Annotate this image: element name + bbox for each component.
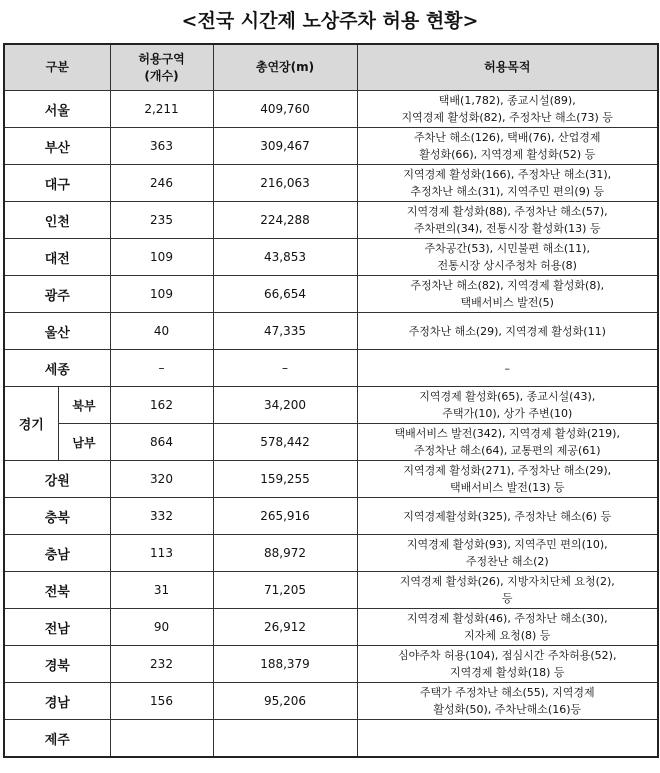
purpose-line: 지역경제 활성화(93), 지역주민 편의(10), xyxy=(406,538,608,551)
purpose-cell xyxy=(357,572,658,609)
table-row xyxy=(4,276,658,313)
zones-cell: 864 xyxy=(110,424,213,461)
header-purpose: 허용목적 xyxy=(357,44,658,91)
table-row xyxy=(4,313,658,350)
region-cell: 충북 xyxy=(4,498,110,535)
zones-cell: 109 xyxy=(110,276,213,313)
zones-cell xyxy=(110,720,213,758)
length-cell: – xyxy=(213,350,357,387)
parking-table xyxy=(3,43,659,758)
purpose-line: 지역경제 활성화(46), 주정차난 해소(30), xyxy=(406,612,608,625)
header-length: 총연장(m) xyxy=(213,44,357,91)
zones-cell: 235 xyxy=(110,202,213,239)
purpose-line: 지역경제 활성화(26), 지방자치단체 요청(2), xyxy=(399,575,615,588)
region-cell: 제주 xyxy=(4,720,110,758)
purpose-cell xyxy=(357,720,658,758)
purpose-line: 지자체 요청(8) 등 xyxy=(464,629,551,642)
length-cell: 66,654 xyxy=(213,276,357,313)
purpose-cell xyxy=(357,239,658,276)
region-cell: 세종 xyxy=(4,350,110,387)
zones-cell: 90 xyxy=(110,609,213,646)
table-row xyxy=(4,387,658,424)
purpose-line: 주택가(10), 상가 주변(10) xyxy=(442,407,573,420)
zones-cell: 109 xyxy=(110,239,213,276)
zones-cell: 2,211 xyxy=(110,91,213,128)
purpose-line: 지역경제활성화(325), 주정차난 해소(6) 등 xyxy=(403,509,612,523)
purpose-cell xyxy=(357,498,658,535)
purpose-line: 주정차난 해소(29), 지역경제 활성화(11) xyxy=(408,324,606,338)
length-cell: 43,853 xyxy=(213,239,357,276)
table-row xyxy=(4,461,658,498)
purpose-line: 주정차난 해소(82), 지역경제 활성화(8), xyxy=(410,279,605,292)
region-cell: 충남 xyxy=(4,535,110,572)
zones-cell: 113 xyxy=(110,535,213,572)
zones-cell: – xyxy=(110,350,213,387)
length-cell: 95,206 xyxy=(213,683,357,720)
length-cell: 26,912 xyxy=(213,609,357,646)
length-cell: 88,972 xyxy=(213,535,357,572)
region-cell: 대전 xyxy=(4,239,110,276)
purpose-line: 지역경제 활성화(82), 주정차난 해소(73) 등 xyxy=(401,111,613,124)
table-row xyxy=(4,424,658,461)
region-cell: 경북 xyxy=(4,646,110,683)
region-cell: 울산 xyxy=(4,313,110,350)
region-cell: 경기 xyxy=(4,387,58,461)
region-cell: 서울 xyxy=(4,91,110,128)
purpose-cell xyxy=(357,609,658,646)
length-cell: 216,063 xyxy=(213,165,357,202)
region-cell: 인천 xyxy=(4,202,110,239)
header-row xyxy=(4,44,658,91)
header-zones-line1: 허용구역 xyxy=(138,51,185,66)
purpose-line: 주차공간(53), 시민불편 해소(11), xyxy=(424,242,590,255)
purpose-cell xyxy=(357,387,658,424)
table-row xyxy=(4,683,658,720)
purpose-line: 전통시장 상시주청차 허용(8) xyxy=(437,259,577,272)
length-cell xyxy=(213,720,357,758)
subregion-cell: 남부 xyxy=(58,424,110,461)
table-row xyxy=(4,609,658,646)
table-row xyxy=(4,128,658,165)
purpose-cell xyxy=(357,165,658,202)
table-row xyxy=(4,498,658,535)
region-cell: 전북 xyxy=(4,572,110,609)
header-zones-line2: (개수) xyxy=(144,68,179,83)
purpose-line: 주정차난 해소(64), 교통편의 제공(61) xyxy=(413,444,601,457)
length-cell: 47,335 xyxy=(213,313,357,350)
purpose-cell xyxy=(357,276,658,313)
purpose-cell xyxy=(357,646,658,683)
purpose-line: 지역경제 활성화(65), 종교시설(43), xyxy=(419,390,596,403)
zones-cell: 232 xyxy=(110,646,213,683)
length-cell: 71,205 xyxy=(213,572,357,609)
purpose-line: 심야주차 허용(104), 점심시간 주차허용(52), xyxy=(398,649,617,662)
table-row xyxy=(4,350,658,387)
purpose-cell xyxy=(357,683,658,720)
table-row xyxy=(4,572,658,609)
purpose-cell xyxy=(357,535,658,572)
purpose-line: 주택가 주정차난 해소(55), 지역경제 xyxy=(419,686,595,699)
region-cell: 대구 xyxy=(4,165,110,202)
purpose-cell xyxy=(357,91,658,128)
purpose-line: 주차난 해소(126), 택배(76), 산업경제 xyxy=(413,131,601,144)
subregion-cell: 북부 xyxy=(58,387,110,424)
purpose-line: – xyxy=(504,361,510,375)
purpose-line: 지역경제 활성화(18) 등 xyxy=(449,666,565,679)
purpose-line: 등 xyxy=(501,592,513,605)
region-cell: 광주 xyxy=(4,276,110,313)
purpose-cell xyxy=(357,461,658,498)
table-row xyxy=(4,165,658,202)
purpose-line: 주차편의(34), 전통시장 활성화(13) 등 xyxy=(413,222,601,235)
length-cell: 409,760 xyxy=(213,91,357,128)
zones-cell: 320 xyxy=(110,461,213,498)
table-row xyxy=(4,720,658,758)
length-cell: 265,916 xyxy=(213,498,357,535)
length-cell: 578,442 xyxy=(213,424,357,461)
zones-cell: 162 xyxy=(110,387,213,424)
length-cell: 159,255 xyxy=(213,461,357,498)
purpose-line: 택배서비스 발전(342), 지역경제 활성화(219), xyxy=(394,427,620,440)
zones-cell: 246 xyxy=(110,165,213,202)
length-cell: 224,288 xyxy=(213,202,357,239)
zones-cell: 156 xyxy=(110,683,213,720)
zones-cell: 332 xyxy=(110,498,213,535)
region-cell: 강원 xyxy=(4,461,110,498)
header-category: 구분 xyxy=(4,44,110,91)
purpose-line: 주정찬난 해소(2) xyxy=(465,555,549,568)
purpose-line: 추정차난 해소(31), 지역주민 편의(9) 등 xyxy=(410,185,605,198)
purpose-line: 활성화(50), 주차난해소(16)등 xyxy=(433,703,582,716)
purpose-line: 활성화(66), 지역경제 활성화(52) 등 xyxy=(419,148,596,161)
table-row xyxy=(4,239,658,276)
purpose-cell xyxy=(357,202,658,239)
region-cell: 경남 xyxy=(4,683,110,720)
region-cell: 전남 xyxy=(4,609,110,646)
table-row xyxy=(4,535,658,572)
purpose-line: 택배서비스 발전(5) xyxy=(460,296,554,309)
purpose-cell xyxy=(357,424,658,461)
purpose-line: 택배서비스 발전(13) 등 xyxy=(449,481,565,494)
purpose-line: 지역경제 활성화(166), 주정차난 해소(31), xyxy=(403,168,612,181)
zones-cell: 31 xyxy=(110,572,213,609)
table-row xyxy=(4,202,658,239)
table-row xyxy=(4,646,658,683)
table-title: <전국 시간제 노상주차 허용 현황> xyxy=(181,10,479,32)
zones-cell: 40 xyxy=(110,313,213,350)
length-cell: 188,379 xyxy=(213,646,357,683)
purpose-cell xyxy=(357,313,658,350)
purpose-cell xyxy=(357,350,658,387)
zones-cell: 363 xyxy=(110,128,213,165)
header-zones xyxy=(110,44,213,91)
length-cell: 34,200 xyxy=(213,387,357,424)
purpose-cell xyxy=(357,128,658,165)
purpose-line: 지역경제 활성화(271), 주정차난 해소(29), xyxy=(403,464,612,477)
purpose-line: 지역경제 활성화(88), 주정차난 해소(57), xyxy=(406,205,608,218)
region-cell: 부산 xyxy=(4,128,110,165)
table-row xyxy=(4,91,658,128)
purpose-line: 택배(1,782), 종교시설(89), xyxy=(438,94,576,107)
length-cell: 309,467 xyxy=(213,128,357,165)
